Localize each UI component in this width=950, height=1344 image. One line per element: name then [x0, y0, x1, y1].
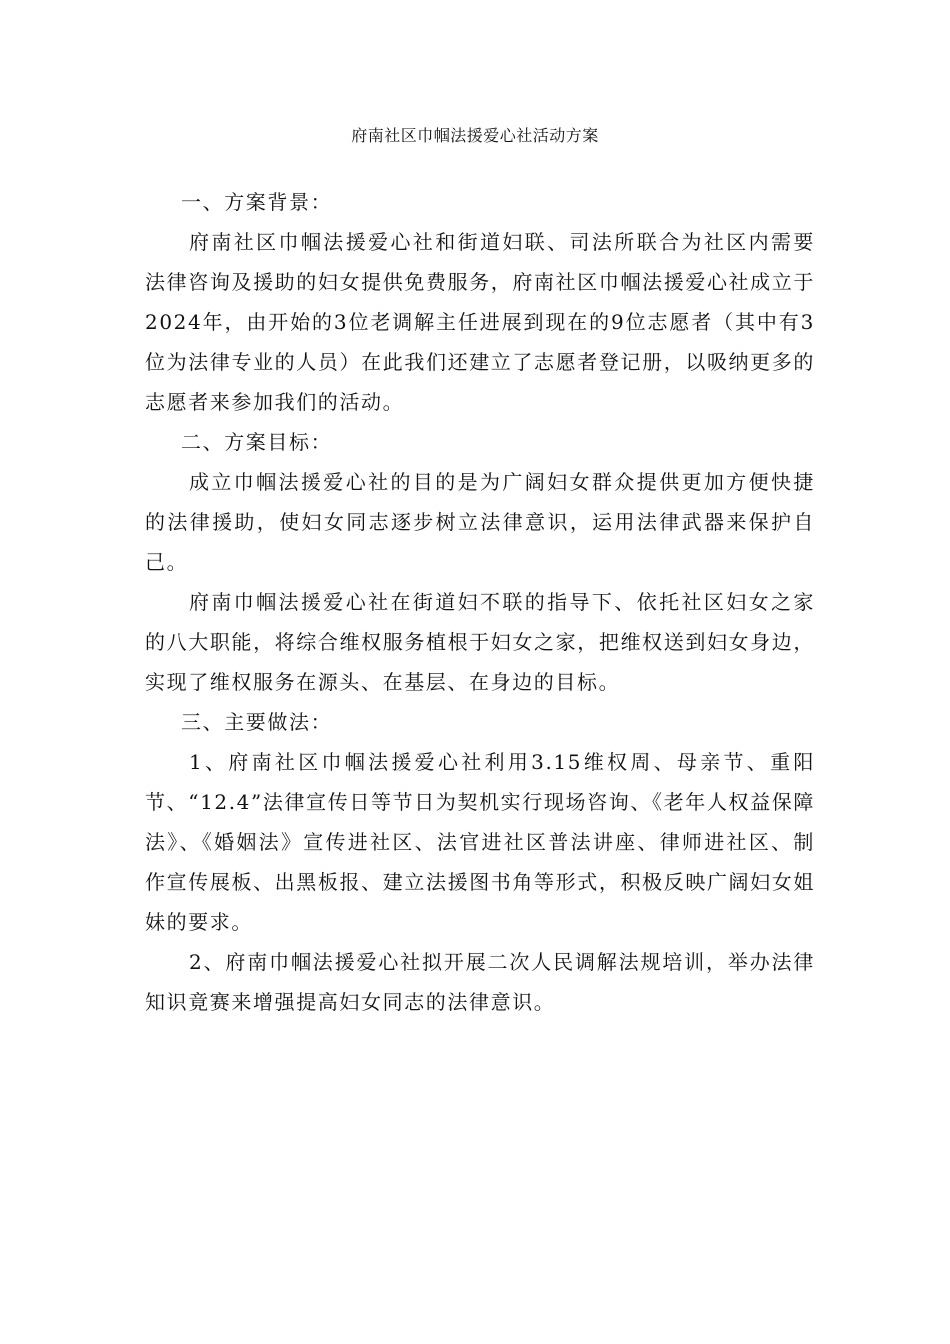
document-body — [145, 182, 815, 1022]
goals-paragraph-1: 成立巾帼法援爱心社的目的是为广阔妇女群众提供更加方便快捷的法律援助，使妇女同志逐步树立法律意识，运用法律武器来保护自己。 — [145, 470, 815, 574]
background-paragraph: 府南社区巾帼法援爱心社和街道妇联、司法所联合为社区内需要法律咨询及援助的妇女提供免费服务，府南社区巾帼法援爱心社成立于2024年，由开始的3位老调解主任进展到现在的9位志愿者（其中有3位为法律专业的人员）在此我们还建立了志愿者登记册，以吸纳更多的志愿者来参加我们的活动。 — [145, 230, 815, 414]
methods-paragraph-1: 1、府南社区巾帼法援爱心社利用3.15维权周、母亲节、重阳节、“12.4”法律宣传日等节日为契机实行现场咨询、《老年人权益保障法》、《婚姻法》宣传进社区、法官进社区普法讲座、律师进社区、制作宣传展板、出黑板报、建立法援图书角等形式，积极反映广阔妇女姐妹的要求。 — [145, 750, 815, 934]
section-heading-background: 一、方案背景： — [181, 190, 333, 214]
section-heading-goals: 二、方案目标： — [181, 430, 333, 454]
goals-paragraph-2: 府南巾帼法援爱心社在街道妇不联的指导下、依托社区妇女之家的八大职能，将综合维权服务植根于妇女之家，把维权送到妇女身边，实现了维权服务在源头、在基层、在身边的目标。 — [145, 590, 815, 694]
methods-paragraph-2: 2、府南巾帼法援爱心社拟开展二次人民调解法规培训，举办法律知识竟赛来增强提高妇女同志的法律意识。 — [145, 950, 815, 1014]
section-heading-methods: 三、主要做法： — [181, 710, 333, 734]
document-title: 府南社区巾帼法援爱心社活动方案 — [351, 126, 599, 145]
